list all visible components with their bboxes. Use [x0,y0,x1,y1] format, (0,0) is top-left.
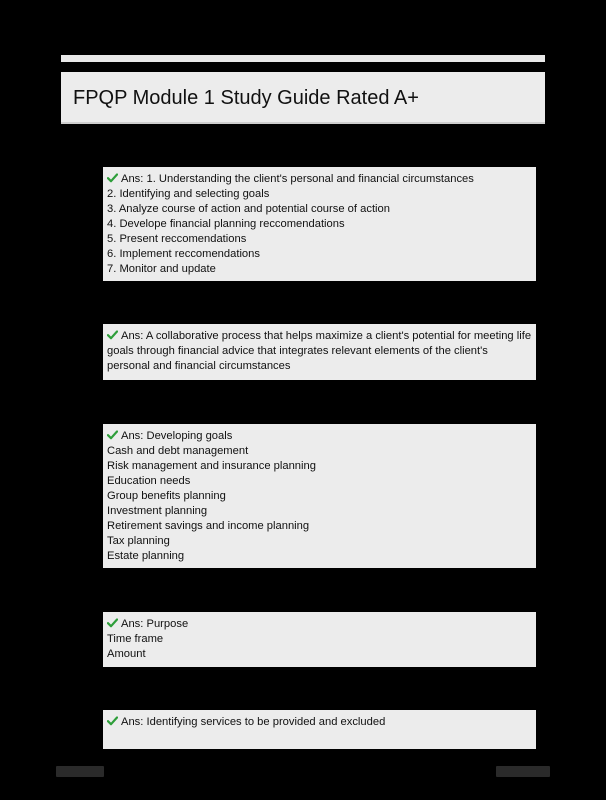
answer-card-2 [103,324,536,380]
footer-watermark-left [56,766,104,777]
checkmark-icon [107,618,118,628]
answer-text: Ans: Developing goals [121,430,233,442]
answer-text: Ans: Identifying services to be provided and excluded [121,716,386,728]
checkmark-icon [107,330,118,340]
answer-text: Ans: 1. Understanding the client's personal and financial circumstances [121,173,474,185]
answer-line: 6. Implement reccomendations [107,248,260,260]
answer-line: Group benefits planning [107,490,226,502]
answer-card-4 [103,612,536,667]
title-box [61,72,545,124]
answer-line [107,429,532,444]
page-title: FPQP Module 1 Study Guide Rated A+ [73,87,419,109]
answer-line: Amount [107,648,146,660]
footer-page-number [496,766,550,777]
answer-line: 3. Analyze course of action and potential course of action [107,203,390,215]
answer-line [107,617,532,632]
answer-line: Risk management and insurance planning [107,460,316,472]
answer-card-3 [103,424,536,568]
answer-card-5 [103,710,536,749]
answer-line: 5. Present reccomendations [107,233,247,245]
answer-line: Education needs [107,475,191,487]
answer-line [107,329,532,374]
checkmark-icon [107,716,118,726]
answer-line: 4. Develope financial planning reccomendations [107,218,345,230]
answer-text: Ans: Purpose [121,618,189,630]
checkmark-icon [107,173,118,183]
top-divider [61,55,545,62]
answer-line: Tax planning [107,535,170,547]
answer-line: Cash and debt management [107,445,249,457]
answer-line: Investment planning [107,505,208,517]
answer-line: 7. Monitor and update [107,263,216,275]
answer-line [107,172,532,187]
answer-line: Estate planning [107,550,185,562]
answer-line: 2. Identifying and selecting goals [107,188,270,200]
checkmark-icon [107,430,118,440]
answer-card-1 [103,167,536,281]
answer-line: Retirement savings and income planning [107,520,310,532]
answer-line: Time frame [107,633,164,645]
answer-line [107,715,532,730]
answer-text: Ans: A collaborative process that helps maximize a client's potential for meeting life goals through financial advice that integrates relevant elements of the client's personal and financial circumstances [107,330,532,372]
